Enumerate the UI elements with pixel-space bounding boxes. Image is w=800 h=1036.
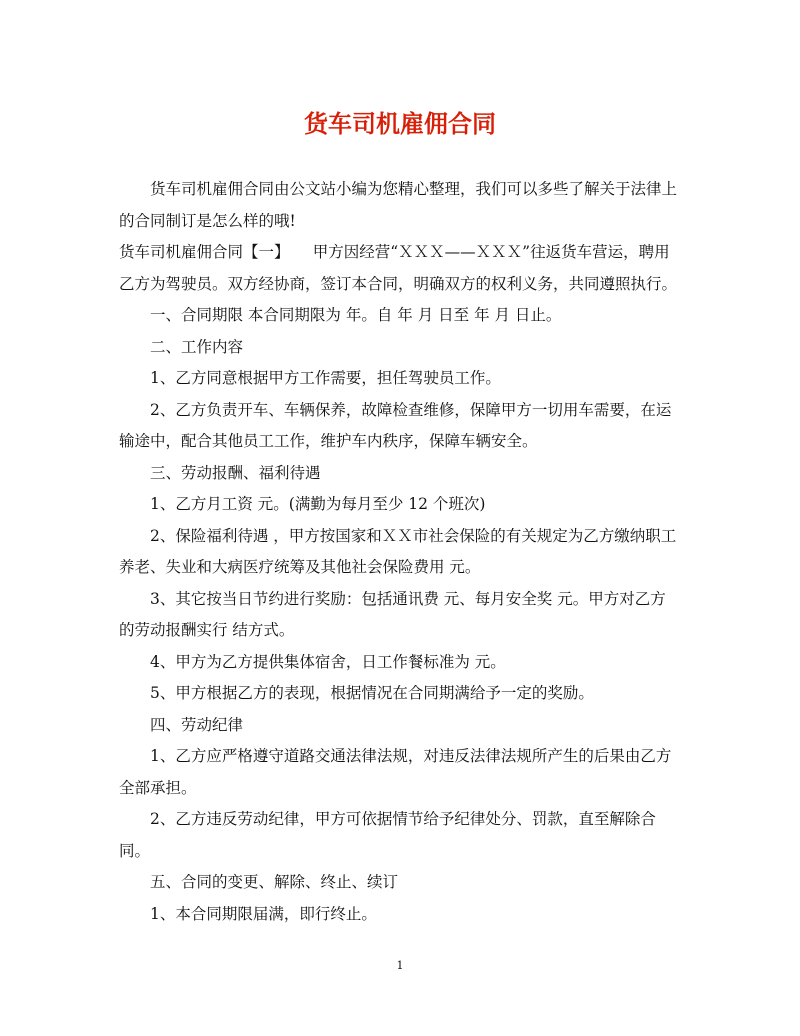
paragraph-pay-2: 2、保险福利待遇 ，甲方按国家和ＸＸ市社会保险的有关规定为乙方缴纳职工养老、失业和大病医疗统筹及其他社会保险费用 元。 [119,526,677,576]
paragraph-change-1: 1、本合同期限届满，即行终止。 [150,904,377,923]
paragraph-pay-4: 4、甲方为乙方提供集体宿舍，日工作餐标准为 元。 [150,652,506,671]
document-title: 货车司机雇佣合同 [304,110,496,138]
paragraph-intro: 货车司机雇佣合同由公文站小编为您精心整理，我们可以多些了解关于法律上的合同制订是怎么样的哦! [119,180,678,230]
section-heading-work: 二、工作内容 [150,337,244,356]
paragraph-pay-3: 3、其它按当日节约进行奖励：包括通讯费 元、每月安全奖 元。甲方对乙方的劳动报酬实行 结方式。 [119,589,666,639]
section-heading-pay: 三、劳动报酬、福利待遇 [150,463,321,482]
paragraph-work-2: 2、乙方负责开车、车辆保养，故障检查维修，保障甲方一切用车需要，在运输途中，配合其他员工工作，维护车内秩序，保障车辆安全。 [119,400,672,450]
paragraph-work-1: 1、乙方同意根据甲方工作需要，担任驾驶员工作。 [150,369,501,387]
paragraph-pay-5: 5、甲方根据乙方的表现，根据情况在合同期满给予一定的奖励。 [150,684,594,702]
paragraph-term: 一、合同期限 本合同期限为 年。自 年 月 日至 年 月 日止。 [150,306,562,324]
page-number: 1 [396,959,404,972]
paragraph-pay-1: 1、乙方月工资 元。(满勤为每月至少 12 个班次) [150,495,486,513]
paragraph-contract-heading: 货车司机雇佣合同【一】 甲方因经营“ＸＸＸ——ＸＸＸ”往返货车营运，聘用乙方为驾驶员。双方经协商，签订本合同，明确双方的权利义务，共同遵照执行。 [119,243,678,293]
section-heading-discipline: 四、劳动纪律 [150,715,244,734]
section-heading-change: 五、合同的变更、解除、终止、续订 [150,873,399,891]
paragraph-discipline-2: 2、乙方违反劳动纪律，甲方可依据情节给予纪律处分、罚款，直至解除合同。 [119,810,656,860]
document-body [119,174,681,930]
paragraph-discipline-1: 1、乙方应严格遵守道路交通法律法规，对违反法律法规所产生的后果由乙方全部承担。 [119,747,672,797]
